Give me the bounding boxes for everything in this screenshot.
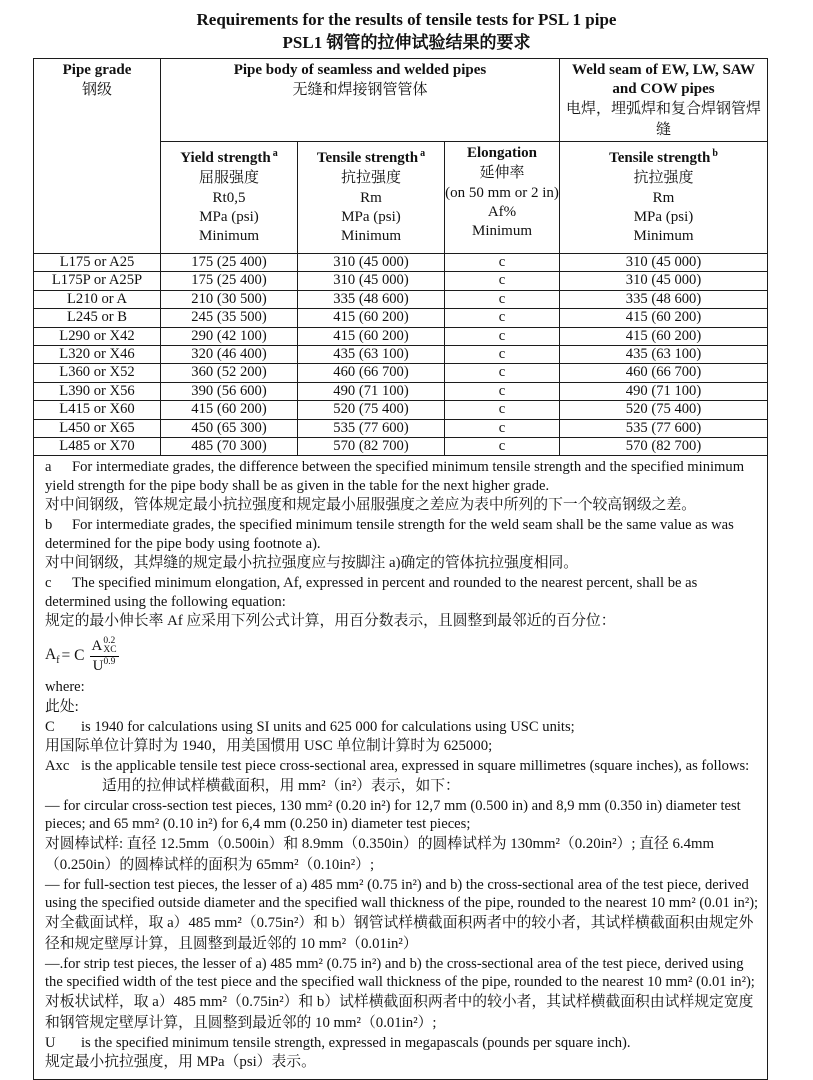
strip-test-pieces-zh: 对板状试样，取 a）485 mm²（0.75in²）和 b）试样横截面积两者中的较小者，其试样横截面积由试样规定宽度和钢管规定壁厚计算，且圆整到最近邻的 10 mm²（0.01in²）; [45, 993, 754, 1031]
definition-marker: C [45, 718, 55, 735]
grade-cell: L175P or A25P [34, 272, 161, 290]
formula-equals: = C [61, 647, 85, 665]
weld-tensile-cell: 520 (75 400) [560, 401, 768, 419]
yield-cell: 415 (60 200) [161, 401, 298, 419]
weld-tensile-strength-label: Tensile strength $^b$ [609, 148, 718, 166]
document-title [0, 0, 813, 55]
yield-minimum: Minimum [198, 228, 259, 244]
table-row [34, 364, 768, 382]
tensile-cell: 310 (45 000) [298, 272, 445, 290]
where-label: where: [45, 679, 85, 696]
table-row [34, 290, 768, 308]
weld-tensile-minimum: Minimum [633, 228, 694, 244]
definition-marker: U [45, 1034, 56, 1051]
tensile-cell: 460 (66 700) [298, 364, 445, 382]
tensile-cell: 310 (45 000) [298, 254, 445, 272]
elongation-cell: c [445, 290, 560, 308]
elongation-formula [45, 637, 759, 675]
yield-cell: 290 (42 100) [161, 327, 298, 345]
grade-cell: L175 or A25 [34, 254, 161, 272]
table-row [34, 382, 768, 400]
elongation-header: Elongation 延伸率 (on 50 mm or 2 in) Af% Minimum [445, 142, 560, 254]
elongation-symbol: Af% [487, 204, 517, 220]
formula-numerator: A 0.2 XC [91, 636, 117, 656]
tensile-cell: 535 (77 600) [298, 419, 445, 437]
table-row [34, 309, 768, 327]
tensile-cell: 520 (75 400) [298, 401, 445, 419]
elongation-cell: c [445, 419, 560, 437]
footnote-a-en: a For intermediate grades, the difference between the specified minimum tensile strength and the specified minimum yield strength for the pipe body shall be as given in the table for the next higher grade. [45, 459, 745, 494]
weld-tensile-cell: 490 (71 100) [560, 382, 768, 400]
table-row [34, 438, 768, 456]
tensile-strength-label: Tensile strength $^a$ [316, 148, 426, 166]
grade-cell: L210 or A [34, 290, 161, 308]
circular-test-pieces-zh: 对圆棒试样: 直径 12.5mm（0.500in）和 8.9mm（0.350in）的圆棒试样为 130mm²（0.20in²）; 直径 6.4mm（0.250in）的圆棒试样的面积为 65mm²（0.10in²）; [45, 835, 714, 873]
elongation-basis: (on 50 mm or 2 in) [445, 185, 559, 201]
definition-marker: Axc [45, 758, 70, 775]
elongation-cell: c [445, 327, 560, 345]
table-row [34, 419, 768, 437]
grade-cell: L450 or X65 [34, 419, 161, 437]
weld-tensile-unit: MPa (psi) [633, 209, 694, 225]
weld-tensile-cell: 535 (77 600) [560, 419, 768, 437]
footnote-ref-a: a [272, 148, 278, 159]
footnotes-section [34, 456, 768, 1080]
tensile-cell: 435 (63 100) [298, 346, 445, 364]
tensile-symbol: Rm [360, 190, 382, 206]
where-label-zh: 此处: [45, 698, 79, 715]
table-row [34, 346, 768, 364]
grade-cell: L390 or X56 [34, 382, 161, 400]
footnote-b-en: b For intermediate grades, the specified minimum tensile strength for the weld seam shall be the same value as was determined for the pipe body using footnote a). [45, 517, 734, 552]
definition-Axc-zh: 适用的拉伸试样横截面积，用 mm²（in²）表示，如下： [102, 777, 460, 794]
elongation-cell: c [445, 382, 560, 400]
elongation-label: Elongation [466, 145, 538, 161]
footnote-marker: b [45, 517, 53, 534]
footnote-c-zh: 规定的最小伸长率 Af 应采用下列公式计算，用百分数表示，且圆整到最邻近的百分位： [45, 613, 616, 630]
yield-cell: 175 (25 400) [161, 272, 298, 290]
table-row [34, 327, 768, 345]
yield-cell: 485 (70 300) [161, 438, 298, 456]
weld-tensile-cell: 460 (66 700) [560, 364, 768, 382]
tensile-cell: 335 (48 600) [298, 290, 445, 308]
weld-seam-label-zh: 电焊，埋弧焊和复合焊钢管焊缝 [565, 101, 761, 138]
weld-seam-label-en: Weld seam of EW, LW, SAW and COW pipes [572, 62, 755, 97]
table-row [34, 254, 768, 272]
table-row [34, 401, 768, 419]
footnote-ref-b: b [712, 148, 718, 159]
pipe-grade-label-zh: 钢级 [81, 82, 112, 98]
footnote-row [34, 456, 768, 1080]
grade-cell: L415 or X60 [34, 401, 161, 419]
weld-tensile-cell: 310 (45 000) [560, 272, 768, 290]
elongation-cell: c [445, 254, 560, 272]
strip-test-pieces-en: —.for strip test pieces, the lesser of a) 485 mm² (0.75 in²) and b) the cross-sectional area of the test piece, derived using the specified width of the test piece and the specified wall thickness of the pipe, rounded to the nearest 10 mm² (0.01 in²); [45, 955, 755, 991]
elongation-cell: c [445, 438, 560, 456]
elongation-cell: c [445, 401, 560, 419]
yield-cell: 360 (52 200) [161, 364, 298, 382]
elongation-cell: c [445, 272, 560, 290]
yield-symbol: Rt0,5 [212, 190, 246, 206]
title-chinese: PSL1 钢管的拉伸试验结果的要求 [282, 33, 531, 52]
footnote-ref-a: a [420, 148, 426, 159]
title-english: Requirements for the results of tensile tests for PSL 1 pipe [196, 10, 617, 29]
yield-unit: MPa (psi) [199, 209, 259, 225]
definition-C-en: C is 1940 for calculations using SI units and 625 000 for calculations using USC units; [45, 718, 575, 735]
pipe-body-header [161, 59, 560, 142]
yield-cell: 450 (65 300) [161, 419, 298, 437]
circular-test-pieces-en: — for circular cross-section test pieces, 130 mm² (0.20 in²) for 12,7 mm (0.500 in) and 8,9 mm (0.350 in) diameter test pieces; and 65 mm² (0.10 in²) for 6,4 mm (0.250 in) diameter test pieces; [45, 797, 741, 833]
tensile-minimum: Minimum [340, 228, 401, 244]
full-section-test-pieces-zh: 对全截面试样，取 a）485 mm²（0.75in²）和 b）钢管试样横截面积两者中的较小者，其试样横截面积由规定外径和规定壁厚计算，且圆整到最近邻的 10 mm²（0.01in²） [45, 914, 754, 952]
weld-tensile-symbol: Rm [652, 190, 675, 206]
pipe-body-label-zh: 无缝和焊接钢管管体 [292, 82, 428, 98]
formula-denominator: $U^{0.9}$ [92, 657, 116, 675]
yield-cell: 245 (35 500) [161, 309, 298, 327]
tensile-requirements-table [33, 58, 768, 1080]
tensile-cell: 415 (60 200) [298, 327, 445, 345]
weld-tensile-cell: 415 (60 200) [560, 327, 768, 345]
yield-cell: 175 (25 400) [161, 254, 298, 272]
tensile-strength-header: Tensile strength $^a$ 抗拉强度 Rm MPa (psi) Minimum [298, 142, 445, 254]
weld-tensile-cell: 435 (63 100) [560, 346, 768, 364]
footnote-c-en: c The specified minimum elongation, Af, expressed in percent and rounded to the nearest percent, shall be as determined using the following equation: [45, 575, 698, 610]
definition-U-zh: 规定最小抗拉强度，用 MPa（psi）表示。 [45, 1054, 316, 1071]
elongation-cell: c [445, 346, 560, 364]
weld-seam-header [560, 59, 768, 142]
yield-cell: 320 (46 400) [161, 346, 298, 364]
grade-cell: L290 or X42 [34, 327, 161, 345]
weld-tensile-cell: 335 (48 600) [560, 290, 768, 308]
table-row [34, 272, 768, 290]
footnote-a-zh: 对中间钢级，管体规定最小抗拉强度和规定最小屈服强度之差应为表中所列的下一个较高钢级之差。 [45, 497, 697, 514]
yield-cell: 210 (30 500) [161, 290, 298, 308]
formula-fraction [90, 637, 119, 675]
weld-tensile-cell: 570 (82 700) [560, 438, 768, 456]
tensile-cell: 415 (60 200) [298, 309, 445, 327]
yield-strength-header: Yield strength $^a$ 屈服强度 Rt0,5 MPa (psi) Minimum [161, 142, 298, 254]
header-row-1 [34, 59, 768, 142]
footnote-b-zh: 对中间钢级，其焊缝的规定最小抗拉强度应与按脚注 a)确定的管体抗拉强度相同。 [45, 555, 579, 572]
pipe-grade-header [34, 59, 161, 254]
tensile-cell: 490 (71 100) [298, 382, 445, 400]
full-section-test-pieces-en: — for full-section test pieces, the lesser of a) 485 mm² (0.75 in²) and b) the cross-sectional area of the test piece, derived using the specified outside diameter and the specified wall thickness of the pipe, rounded to the nearest 10 mm² (0.01 in²); [45, 876, 759, 912]
tensile-cell: 570 (82 700) [298, 438, 445, 456]
elongation-cell: c [445, 364, 560, 382]
weld-tensile-cell: 310 (45 000) [560, 254, 768, 272]
grade-cell: L360 or X52 [34, 364, 161, 382]
definition-Axc-en: Axc is the applicable tensile test piece cross-sectional area, expressed in square millimetres (square inches), as follows: [45, 758, 750, 775]
formula-lhs: $A_f$ [45, 646, 60, 667]
grade-cell: L485 or X70 [34, 438, 161, 456]
yield-cell: 390 (56 600) [161, 382, 298, 400]
footnote-marker: a [45, 459, 52, 476]
elongation-minimum: Minimum [471, 223, 532, 239]
tensile-unit: MPa (psi) [341, 209, 401, 225]
yield-strength-label: Yield strength $^a$ [180, 148, 278, 166]
grade-cell: L320 or X46 [34, 346, 161, 364]
grade-cell: L245 or B [34, 309, 161, 327]
pipe-grade-label-en: Pipe grade [62, 62, 132, 78]
definition-C-zh: 用国际单位计算时为 1940，用美国惯用 USC 单位制计算时为 625000; [45, 738, 493, 755]
pipe-body-label-en: Pipe body of seamless and welded pipes [233, 62, 487, 78]
weld-tensile-strength-header: Tensile strength $^b$ 抗拉强度 Rm MPa (psi) Minimum [560, 142, 768, 254]
definition-U-en: U is the specified minimum tensile strength, expressed in megapascals (pounds per square inch). [45, 1034, 631, 1051]
footnote-marker: c [45, 575, 52, 592]
elongation-cell: c [445, 309, 560, 327]
weld-tensile-cell: 415 (60 200) [560, 309, 768, 327]
